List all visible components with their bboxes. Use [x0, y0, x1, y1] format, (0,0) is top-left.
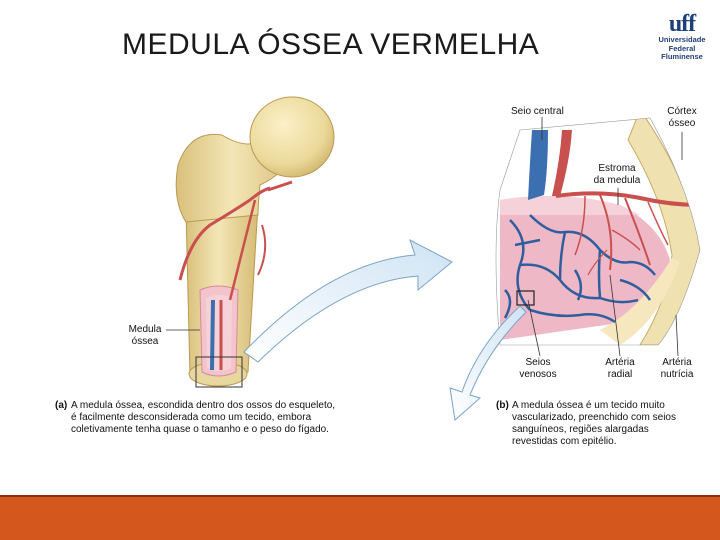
label-estroma-line2: da medula [593, 175, 641, 186]
label-arteria-radial [598, 357, 642, 381]
label-medula-ossea [124, 324, 166, 348]
caption-a-line1: A medula óssea, escondida dentro dos ossos do esqueleto, [71, 400, 336, 411]
zoom-arrow [244, 240, 452, 362]
slide-title: MEDULA ÓSSEA VERMELHA [122, 28, 540, 61]
label-radial-line2: radial [607, 369, 633, 380]
uff-logo-line-2: Federal [668, 43, 696, 53]
label-estroma-line1: Estroma [598, 163, 636, 174]
label-seios-line1: Seios [525, 357, 551, 368]
footer-bar [0, 497, 720, 540]
caption-b-tag: (b) [496, 400, 509, 411]
label-medula-line1: Medula [128, 324, 162, 335]
label-cortex-osseo [662, 106, 702, 130]
caption-a [55, 400, 395, 436]
label-arteria-nutricia [655, 357, 699, 381]
caption-a-line2: é facilmente desconsiderada como um tecido, embora [71, 412, 312, 423]
label-cortex-line1: Córtex [667, 106, 697, 117]
uff-logo-line-3: Fluminense [661, 52, 703, 61]
caption-a-line3: coletivamente tenha quase o tamanho e o peso do fígado. [71, 424, 329, 435]
label-nutricia-line1: Artéria [662, 357, 692, 368]
uff-logo-line-1: Universidade [658, 35, 706, 44]
label-radial-line1: Artéria [605, 357, 635, 368]
caption-b [496, 400, 711, 448]
uff-logo-mark: uff [668, 11, 696, 37]
label-seios-venosos [510, 357, 566, 381]
label-cortex-line2: ósseo [668, 118, 696, 129]
label-seios-line2: venosos [519, 369, 557, 380]
caption-b-line4: revestidas com epitélio. [512, 436, 617, 447]
label-estroma-medula [586, 163, 648, 187]
label-nutricia-line2: nutrícia [660, 369, 694, 380]
label-seio-central: Seio central [511, 106, 564, 117]
caption-b-line1: A medula óssea é um tecido muito [512, 400, 665, 411]
caption-b-line3: sanguíneos, regiões alargadas [512, 424, 649, 435]
caption-b-line2: vascularizado, preenchido com seios [512, 412, 676, 423]
label-medula-line2: óssea [131, 336, 159, 347]
caption-a-tag: (a) [55, 400, 68, 411]
